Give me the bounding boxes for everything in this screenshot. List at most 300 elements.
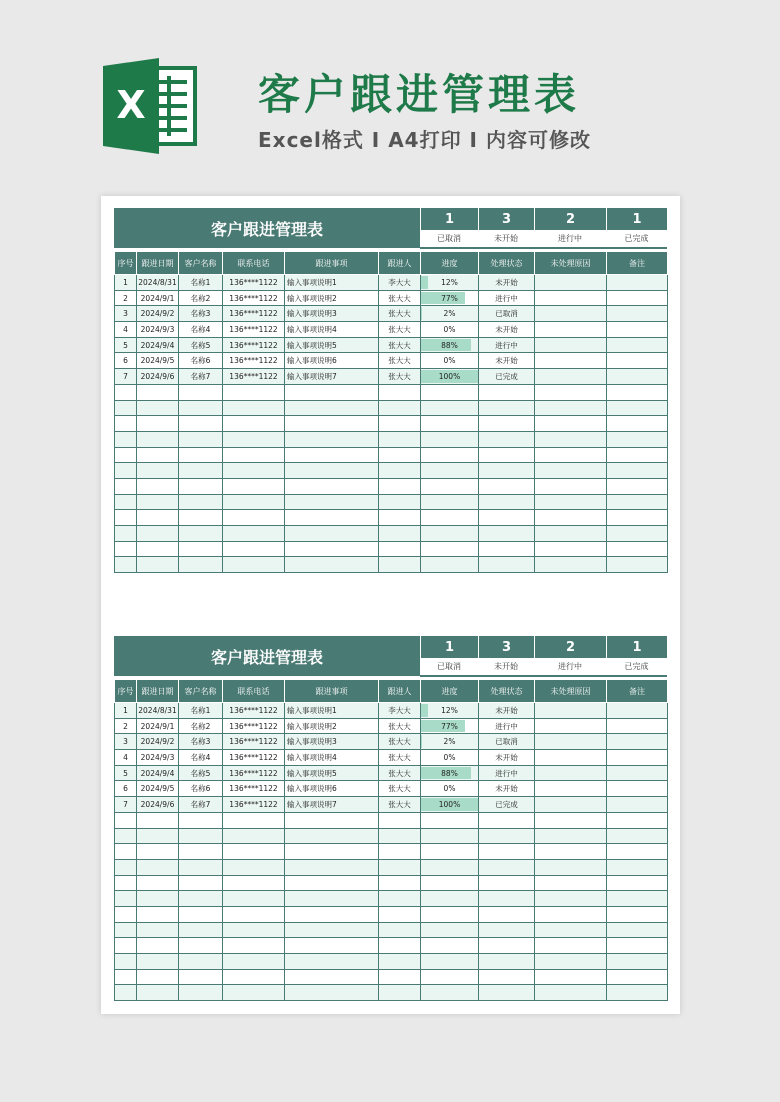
table-cell[interactable]: [607, 718, 668, 734]
table-cell[interactable]: [223, 526, 285, 542]
table-cell[interactable]: [479, 969, 535, 985]
table-cell[interactable]: [535, 891, 607, 907]
table-cell[interactable]: 2024/9/6: [137, 369, 179, 385]
table-cell[interactable]: [115, 384, 137, 400]
table-cell[interactable]: [535, 922, 607, 938]
table-cell[interactable]: [179, 541, 223, 557]
table-cell[interactable]: [479, 478, 535, 494]
table-cell[interactable]: [223, 844, 285, 860]
table-cell[interactable]: [535, 463, 607, 479]
table-cell[interactable]: [379, 985, 421, 1001]
table-cell[interactable]: 张大大: [379, 306, 421, 322]
table-cell[interactable]: [115, 969, 137, 985]
table-cell[interactable]: 名称2: [179, 290, 223, 306]
table-cell[interactable]: 输入事项说明2: [285, 718, 379, 734]
table-cell[interactable]: [179, 400, 223, 416]
table-cell[interactable]: 136****1122: [223, 275, 285, 291]
table-cell[interactable]: [479, 812, 535, 828]
table-cell[interactable]: 2024/9/3: [137, 750, 179, 766]
table-cell[interactable]: 7: [115, 797, 137, 813]
table-cell[interactable]: 6: [115, 781, 137, 797]
table-cell[interactable]: [379, 557, 421, 573]
table-cell[interactable]: [115, 494, 137, 510]
table-cell[interactable]: [379, 859, 421, 875]
table-cell[interactable]: 2024/8/31: [137, 275, 179, 291]
table-cell[interactable]: [535, 797, 607, 813]
table-cell[interactable]: [115, 891, 137, 907]
table-cell[interactable]: [607, 875, 668, 891]
table-cell[interactable]: 已完成: [479, 369, 535, 385]
table-cell[interactable]: [607, 781, 668, 797]
table-cell[interactable]: [115, 541, 137, 557]
table-cell[interactable]: [421, 431, 479, 447]
table-cell[interactable]: 张大大: [379, 765, 421, 781]
table-cell[interactable]: 2024/9/1: [137, 718, 179, 734]
table-cell[interactable]: [137, 891, 179, 907]
table-cell[interactable]: 已取消: [479, 306, 535, 322]
table-cell[interactable]: 2024/9/1: [137, 290, 179, 306]
table-cell[interactable]: [115, 859, 137, 875]
table-cell[interactable]: [421, 906, 479, 922]
table-cell[interactable]: [607, 938, 668, 954]
table-cell[interactable]: 进行中: [479, 337, 535, 353]
table-cell[interactable]: [137, 494, 179, 510]
table-cell[interactable]: [223, 891, 285, 907]
table-cell[interactable]: [115, 954, 137, 970]
table-cell[interactable]: 输入事项说明5: [285, 765, 379, 781]
table-cell[interactable]: [285, 431, 379, 447]
table-cell[interactable]: 136****1122: [223, 765, 285, 781]
table-cell[interactable]: [607, 384, 668, 400]
table-cell[interactable]: [607, 734, 668, 750]
table-cell[interactable]: [607, 416, 668, 432]
table-cell[interactable]: [607, 431, 668, 447]
table-cell[interactable]: [479, 510, 535, 526]
table-cell[interactable]: [535, 954, 607, 970]
table-cell[interactable]: [223, 938, 285, 954]
table-cell[interactable]: [137, 510, 179, 526]
table-cell[interactable]: 136****1122: [223, 322, 285, 338]
table-cell[interactable]: [115, 557, 137, 573]
table-cell[interactable]: [115, 400, 137, 416]
table-cell[interactable]: [421, 447, 479, 463]
table-cell[interactable]: [223, 954, 285, 970]
progress-cell[interactable]: [421, 703, 479, 719]
table-cell[interactable]: [535, 322, 607, 338]
table-cell[interactable]: [179, 859, 223, 875]
progress-cell[interactable]: [421, 306, 479, 322]
table-cell[interactable]: [535, 416, 607, 432]
table-cell[interactable]: 张大大: [379, 797, 421, 813]
table-cell[interactable]: [607, 322, 668, 338]
table-cell[interactable]: [285, 526, 379, 542]
table-cell[interactable]: 136****1122: [223, 306, 285, 322]
table-cell[interactable]: [607, 750, 668, 766]
table-cell[interactable]: [421, 828, 479, 844]
table-cell[interactable]: 进行中: [479, 765, 535, 781]
table-cell[interactable]: [223, 812, 285, 828]
table-cell[interactable]: [223, 494, 285, 510]
table-cell[interactable]: [223, 922, 285, 938]
table-cell[interactable]: [421, 478, 479, 494]
table-cell[interactable]: [285, 985, 379, 1001]
table-cell[interactable]: 6: [115, 353, 137, 369]
table-cell[interactable]: [421, 844, 479, 860]
table-cell[interactable]: [479, 557, 535, 573]
table-cell[interactable]: [379, 922, 421, 938]
progress-cell[interactable]: [421, 718, 479, 734]
table-cell[interactable]: [179, 431, 223, 447]
progress-cell[interactable]: [421, 353, 479, 369]
table-cell[interactable]: [223, 431, 285, 447]
table-cell[interactable]: [379, 906, 421, 922]
progress-cell[interactable]: [421, 290, 479, 306]
table-cell[interactable]: [379, 463, 421, 479]
table-cell[interactable]: [285, 969, 379, 985]
table-cell[interactable]: [479, 384, 535, 400]
table-cell[interactable]: 输入事项说明1: [285, 275, 379, 291]
table-cell[interactable]: [179, 510, 223, 526]
table-cell[interactable]: [179, 906, 223, 922]
table-cell[interactable]: 未开始: [479, 781, 535, 797]
table-cell[interactable]: [607, 985, 668, 1001]
table-cell[interactable]: [137, 526, 179, 542]
table-cell[interactable]: 未开始: [479, 275, 535, 291]
table-cell[interactable]: [115, 431, 137, 447]
table-cell[interactable]: [137, 463, 179, 479]
table-cell[interactable]: 2024/9/6: [137, 797, 179, 813]
table-cell[interactable]: [479, 828, 535, 844]
table-cell[interactable]: [535, 557, 607, 573]
table-cell[interactable]: 136****1122: [223, 703, 285, 719]
table-cell[interactable]: [421, 891, 479, 907]
table-cell[interactable]: [137, 859, 179, 875]
table-cell[interactable]: 名称6: [179, 781, 223, 797]
table-cell[interactable]: 3: [115, 306, 137, 322]
table-cell[interactable]: [379, 431, 421, 447]
table-cell[interactable]: [479, 447, 535, 463]
table-cell[interactable]: 136****1122: [223, 353, 285, 369]
table-cell[interactable]: [535, 765, 607, 781]
table-cell[interactable]: [421, 384, 479, 400]
table-cell[interactable]: [607, 463, 668, 479]
table-cell[interactable]: 136****1122: [223, 797, 285, 813]
table-cell[interactable]: [223, 875, 285, 891]
table-cell[interactable]: [479, 541, 535, 557]
table-cell[interactable]: [535, 734, 607, 750]
table-cell[interactable]: [223, 510, 285, 526]
table-cell[interactable]: [479, 922, 535, 938]
table-cell[interactable]: [137, 400, 179, 416]
table-cell[interactable]: 2024/9/3: [137, 322, 179, 338]
table-cell[interactable]: [285, 384, 379, 400]
table-cell[interactable]: [285, 463, 379, 479]
table-cell[interactable]: [535, 447, 607, 463]
table-cell[interactable]: [285, 510, 379, 526]
table-cell[interactable]: [179, 557, 223, 573]
table-cell[interactable]: [421, 416, 479, 432]
table-cell[interactable]: [223, 384, 285, 400]
table-cell[interactable]: [479, 463, 535, 479]
table-cell[interactable]: 未开始: [479, 353, 535, 369]
table-cell[interactable]: [535, 703, 607, 719]
table-cell[interactable]: 2024/9/2: [137, 734, 179, 750]
table-cell[interactable]: [479, 431, 535, 447]
table-cell[interactable]: [179, 478, 223, 494]
table-cell[interactable]: [535, 718, 607, 734]
table-cell[interactable]: [535, 353, 607, 369]
table-cell[interactable]: [179, 922, 223, 938]
progress-cell[interactable]: [421, 322, 479, 338]
table-cell[interactable]: [607, 541, 668, 557]
table-cell[interactable]: [285, 478, 379, 494]
table-cell[interactable]: [535, 844, 607, 860]
table-cell[interactable]: [607, 400, 668, 416]
progress-cell[interactable]: [421, 781, 479, 797]
table-cell[interactable]: [421, 985, 479, 1001]
table-cell[interactable]: 136****1122: [223, 718, 285, 734]
table-cell[interactable]: 李大大: [379, 703, 421, 719]
table-cell[interactable]: 张大大: [379, 322, 421, 338]
table-cell[interactable]: [379, 891, 421, 907]
table-cell[interactable]: 136****1122: [223, 337, 285, 353]
table-cell[interactable]: [285, 891, 379, 907]
table-cell[interactable]: 3: [115, 734, 137, 750]
table-cell[interactable]: [421, 922, 479, 938]
table-cell[interactable]: [137, 447, 179, 463]
table-cell[interactable]: 5: [115, 765, 137, 781]
table-cell[interactable]: [607, 306, 668, 322]
table-cell[interactable]: 7: [115, 369, 137, 385]
table-cell[interactable]: [179, 954, 223, 970]
table-cell[interactable]: [607, 922, 668, 938]
table-cell[interactable]: [479, 844, 535, 860]
table-cell[interactable]: 张大大: [379, 781, 421, 797]
table-cell[interactable]: 136****1122: [223, 369, 285, 385]
table-cell[interactable]: [421, 494, 479, 510]
table-cell[interactable]: [115, 922, 137, 938]
table-cell[interactable]: [115, 478, 137, 494]
table-cell[interactable]: 2: [115, 290, 137, 306]
table-cell[interactable]: [285, 875, 379, 891]
table-cell[interactable]: [137, 875, 179, 891]
table-cell[interactable]: [285, 494, 379, 510]
table-cell[interactable]: [115, 828, 137, 844]
table-cell[interactable]: [179, 494, 223, 510]
table-cell[interactable]: 输入事项说明5: [285, 337, 379, 353]
table-cell[interactable]: 2024/8/31: [137, 703, 179, 719]
progress-cell[interactable]: [421, 275, 479, 291]
table-cell[interactable]: [379, 875, 421, 891]
table-cell[interactable]: 张大大: [379, 734, 421, 750]
table-cell[interactable]: 李大大: [379, 275, 421, 291]
table-cell[interactable]: [535, 875, 607, 891]
table-cell[interactable]: [421, 875, 479, 891]
table-cell[interactable]: [223, 557, 285, 573]
table-cell[interactable]: [479, 494, 535, 510]
table-cell[interactable]: 输入事项说明6: [285, 353, 379, 369]
table-cell[interactable]: 未开始: [479, 750, 535, 766]
table-cell[interactable]: [535, 431, 607, 447]
table-cell[interactable]: [137, 906, 179, 922]
table-cell[interactable]: [137, 922, 179, 938]
table-cell[interactable]: 2024/9/5: [137, 781, 179, 797]
table-cell[interactable]: 未开始: [479, 703, 535, 719]
table-cell[interactable]: 2024/9/4: [137, 765, 179, 781]
table-cell[interactable]: 4: [115, 750, 137, 766]
table-cell[interactable]: [223, 969, 285, 985]
table-cell[interactable]: 名称7: [179, 797, 223, 813]
table-cell[interactable]: [607, 812, 668, 828]
table-cell[interactable]: 输入事项说明3: [285, 734, 379, 750]
table-cell[interactable]: [607, 526, 668, 542]
table-cell[interactable]: [285, 416, 379, 432]
table-cell[interactable]: [607, 891, 668, 907]
table-cell[interactable]: 名称3: [179, 734, 223, 750]
table-cell[interactable]: 名称7: [179, 369, 223, 385]
table-cell[interactable]: [535, 526, 607, 542]
table-cell[interactable]: 136****1122: [223, 750, 285, 766]
table-cell[interactable]: [479, 875, 535, 891]
table-cell[interactable]: [479, 985, 535, 1001]
table-cell[interactable]: [223, 906, 285, 922]
table-cell[interactable]: [535, 337, 607, 353]
table-cell[interactable]: 进行中: [479, 718, 535, 734]
table-cell[interactable]: [115, 812, 137, 828]
table-cell[interactable]: [137, 478, 179, 494]
table-cell[interactable]: [607, 290, 668, 306]
table-cell[interactable]: 5: [115, 337, 137, 353]
table-cell[interactable]: [421, 541, 479, 557]
table-cell[interactable]: [421, 463, 479, 479]
table-cell[interactable]: [223, 828, 285, 844]
table-cell[interactable]: [535, 750, 607, 766]
table-cell[interactable]: [223, 400, 285, 416]
table-cell[interactable]: 张大大: [379, 750, 421, 766]
table-cell[interactable]: [179, 463, 223, 479]
table-cell[interactable]: [179, 416, 223, 432]
table-cell[interactable]: [607, 369, 668, 385]
table-cell[interactable]: 4: [115, 322, 137, 338]
table-cell[interactable]: [607, 447, 668, 463]
table-cell[interactable]: [115, 875, 137, 891]
table-cell[interactable]: [285, 557, 379, 573]
table-cell[interactable]: [479, 400, 535, 416]
table-cell[interactable]: [223, 859, 285, 875]
table-cell[interactable]: 名称5: [179, 337, 223, 353]
table-cell[interactable]: [479, 954, 535, 970]
table-cell[interactable]: [607, 954, 668, 970]
table-cell[interactable]: 名称2: [179, 718, 223, 734]
table-cell[interactable]: [115, 906, 137, 922]
table-cell[interactable]: 输入事项说明4: [285, 750, 379, 766]
table-cell[interactable]: [607, 494, 668, 510]
table-cell[interactable]: [421, 859, 479, 875]
table-cell[interactable]: [137, 844, 179, 860]
table-cell[interactable]: 输入事项说明7: [285, 797, 379, 813]
table-cell[interactable]: 进行中: [479, 290, 535, 306]
table-cell[interactable]: [607, 969, 668, 985]
table-cell[interactable]: [285, 938, 379, 954]
table-cell[interactable]: [179, 938, 223, 954]
table-cell[interactable]: 2024/9/2: [137, 306, 179, 322]
table-cell[interactable]: [179, 447, 223, 463]
table-cell[interactable]: [379, 844, 421, 860]
table-cell[interactable]: [421, 954, 479, 970]
table-cell[interactable]: 名称3: [179, 306, 223, 322]
table-cell[interactable]: [479, 526, 535, 542]
table-cell[interactable]: 输入事项说明7: [285, 369, 379, 385]
table-cell[interactable]: [535, 828, 607, 844]
table-cell[interactable]: [607, 703, 668, 719]
table-cell[interactable]: [607, 797, 668, 813]
table-cell[interactable]: 张大大: [379, 718, 421, 734]
table-cell[interactable]: [607, 353, 668, 369]
table-cell[interactable]: [535, 290, 607, 306]
table-cell[interactable]: [535, 306, 607, 322]
table-cell[interactable]: [223, 416, 285, 432]
table-cell[interactable]: 2024/9/4: [137, 337, 179, 353]
table-cell[interactable]: [179, 812, 223, 828]
table-cell[interactable]: [479, 938, 535, 954]
table-cell[interactable]: 名称4: [179, 322, 223, 338]
table-cell[interactable]: 136****1122: [223, 734, 285, 750]
table-cell[interactable]: [535, 494, 607, 510]
table-cell[interactable]: [137, 557, 179, 573]
table-cell[interactable]: [479, 906, 535, 922]
table-cell[interactable]: [285, 922, 379, 938]
table-cell[interactable]: [607, 478, 668, 494]
table-cell[interactable]: [479, 859, 535, 875]
table-cell[interactable]: [535, 510, 607, 526]
table-cell[interactable]: [285, 906, 379, 922]
table-cell[interactable]: [137, 985, 179, 1001]
table-cell[interactable]: [479, 891, 535, 907]
table-cell[interactable]: 张大大: [379, 369, 421, 385]
table-cell[interactable]: [607, 844, 668, 860]
table-cell[interactable]: [115, 844, 137, 860]
table-cell[interactable]: [179, 384, 223, 400]
table-cell[interactable]: [179, 526, 223, 542]
progress-cell[interactable]: [421, 734, 479, 750]
table-cell[interactable]: [535, 275, 607, 291]
table-cell[interactable]: 已取消: [479, 734, 535, 750]
table-cell[interactable]: [607, 557, 668, 573]
table-cell[interactable]: 136****1122: [223, 781, 285, 797]
table-cell[interactable]: [285, 828, 379, 844]
table-cell[interactable]: [535, 781, 607, 797]
table-cell[interactable]: 名称4: [179, 750, 223, 766]
table-cell[interactable]: 输入事项说明4: [285, 322, 379, 338]
table-cell[interactable]: [137, 541, 179, 557]
progress-cell[interactable]: [421, 337, 479, 353]
table-cell[interactable]: [223, 463, 285, 479]
table-cell[interactable]: [115, 526, 137, 542]
table-cell[interactable]: 输入事项说明2: [285, 290, 379, 306]
table-cell[interactable]: [285, 812, 379, 828]
table-cell[interactable]: [535, 478, 607, 494]
table-cell[interactable]: [285, 447, 379, 463]
table-cell[interactable]: 输入事项说明3: [285, 306, 379, 322]
table-cell[interactable]: [179, 844, 223, 860]
table-cell[interactable]: 输入事项说明1: [285, 703, 379, 719]
table-cell[interactable]: [379, 938, 421, 954]
table-cell[interactable]: [379, 969, 421, 985]
progress-cell[interactable]: [421, 765, 479, 781]
table-cell[interactable]: 张大大: [379, 353, 421, 369]
table-cell[interactable]: [379, 541, 421, 557]
table-cell[interactable]: [115, 447, 137, 463]
